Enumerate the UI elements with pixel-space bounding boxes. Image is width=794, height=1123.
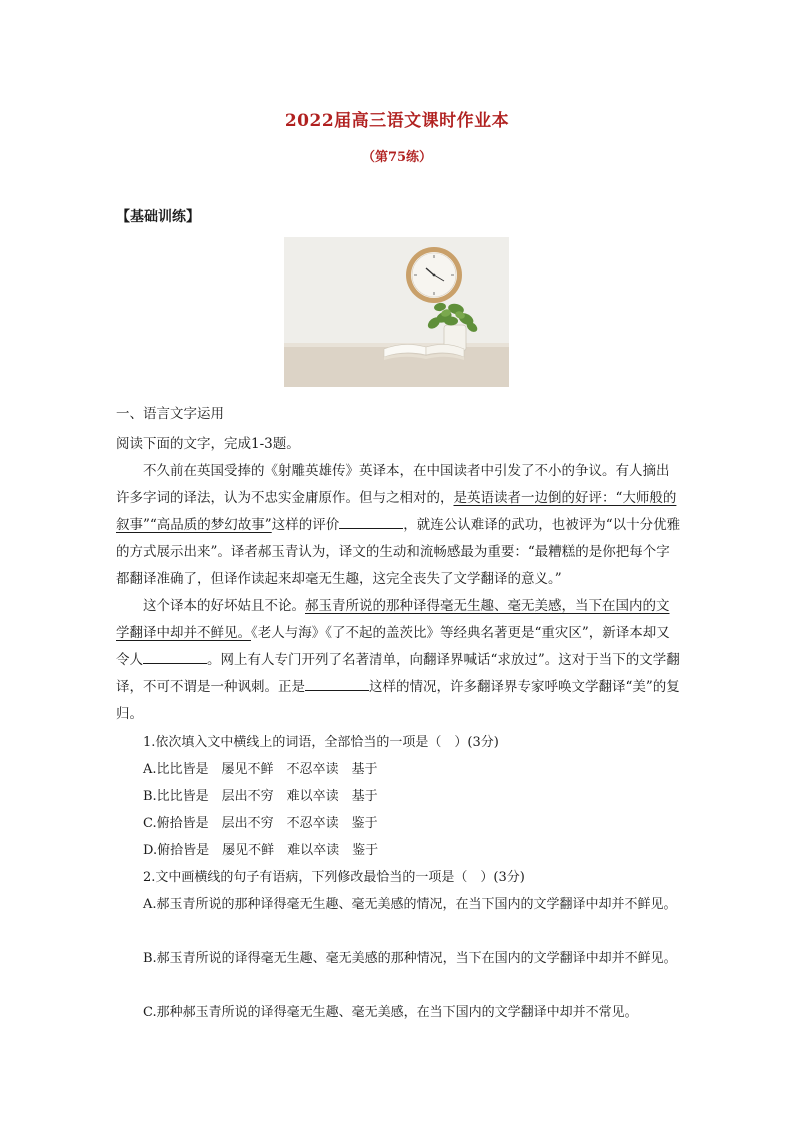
question-2-option-c: C.那种郝玉青所说的译得毫无生趣、毫无美感，在当下国内的文学翻译中却并不常见。 [143,1005,638,1020]
underlined-sentence: 郝玉青所说的那种译得毫无生趣、毫无美感，当下在国内的文学翻译中却并不鲜见。 [116,598,670,641]
question-1-stem: 1.依次填入文中横线上的词语，全部恰当的一项是（ ）(3分) [143,735,499,750]
passage-paragraph-1 [116,458,682,593]
question-1-option-a: A.比比皆是 屡见不鲜 不忍卒读 基于 [143,762,378,777]
passage-paragraph-2 [116,593,682,728]
underlined-text: 是英语读者一边倒的好评：“大师般的叙事”“高品质的梦幻故事” [116,490,677,533]
fill-blank-2 [143,649,207,664]
question-2-option-b: B.郝玉青所说的译得毫无生趣、毫无美感的那种情况，当下在国内的文学翻译中却并不鲜见。 [143,951,677,966]
document-title: 2022届高三语文课时作业本 [284,111,510,131]
question-1-option-b: B.比比皆是 层出不穷 难以卒读 基于 [143,789,378,804]
passage-text: 。网上有人专门开列了名著清单，向翻译界喊话“求放过”。这对于当下的文学翻译，不可不谓是一种讽刺。正是 [116,652,680,695]
section-tag: 【基础训练】 [116,209,200,225]
illustration-svg [284,237,509,387]
passage-text: ，就连公认难译的武功，也被评为“以十分优雅的方式展示出来”。译者郝玉青认为，译文的生动和流畅感最为重要：“最糟糕的是你把每个字都翻译准确了，但译作读起来却毫无生趣，这完全丧失了文学翻译的意义。” [116,517,681,587]
fill-blank-3 [305,676,369,691]
passage-text: 不久前在英国受捧的《射雕英雄传》英译本，在中国读者中引发了不小的争议。有人摘出许多字词的译法，认为不忠实金庸原作。但与之相对的， [116,463,670,506]
illustration-clock-plant-book [284,237,509,387]
question-2-option-a: A.郝玉青所说的那种译得毫无生趣、毫无美感的情况，在当下国内的文学翻译中却并不鲜见。 [143,897,677,912]
document-subtitle: （第75练） [361,150,433,165]
question-1-option-d: D.俯拾皆是 屡见不鲜 难以卒读 鉴于 [143,843,379,858]
passage-text: 这样的情况，许多翻译界专家呼唤文学翻译“美”的复归。 [116,679,680,722]
question-1-option-c: C.俯拾皆是 层出不穷 不忍卒读 鉴于 [143,816,378,831]
question-2-stem: 2.文中画横线的句子有语病，下列修改最恰当的一项是（ ）(3分) [143,870,525,885]
passage-text: 这个译本的好坏姑且不论。 [143,598,305,614]
passage-text: 《老人与海》《了不起的盖茨比》等经典名著更是“重灾区”，新译本却又令人 [116,625,670,668]
section-heading: 一、语言文字运用 [116,406,224,422]
instruction: 阅读下面的文字，完成1-3题。 [116,436,300,452]
fill-blank-1 [339,514,403,529]
passage-text: 这样的评价 [271,517,340,533]
